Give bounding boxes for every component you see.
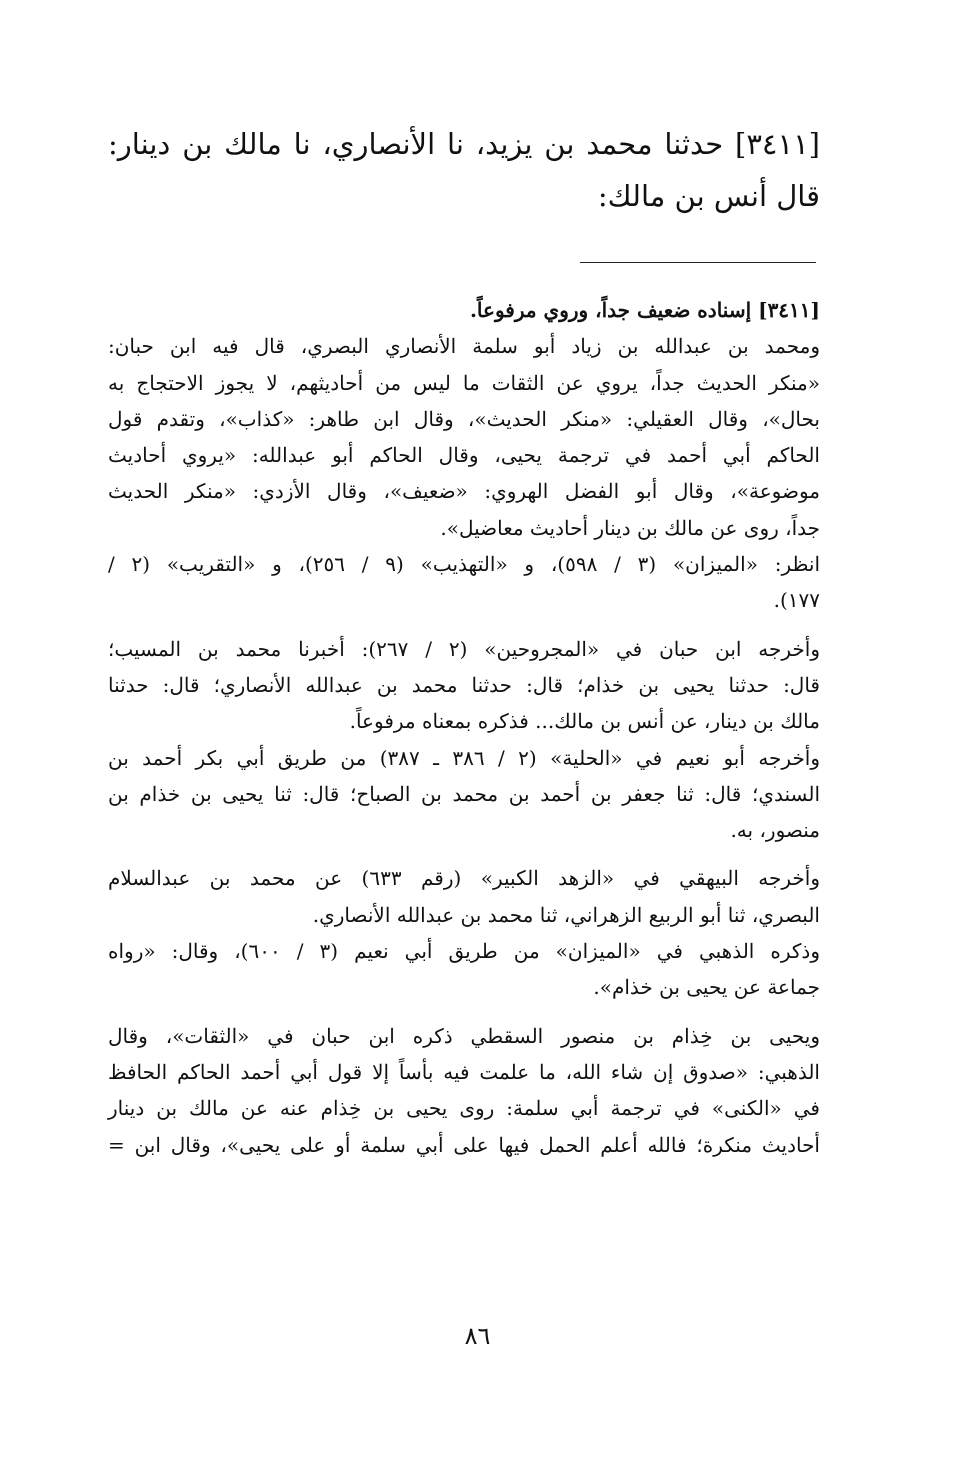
- footnote-line: أحاديث منكرة؛ فالله أعلم الحمل فيها على أبي سلمة أو على يحيى»، وقال ابن =: [108, 1132, 820, 1157]
- footnote-line: بحال»، وقال العقيلي: «منكر الحديث»، وقال ابن طاهر: «كذاب»، وتقدم قول: [108, 406, 820, 431]
- footnote-paragraph: [108, 1018, 820, 1163]
- footnote-line: ١٧٧).: [773, 588, 820, 613]
- footnote-line: البصري، ثنا أبو الربيع الزهراني، ثنا محمد بن عبدالله الأنصاري.: [312, 902, 820, 927]
- paragraph-gap: [108, 848, 820, 860]
- footnote-line: مالك بن دينار، عن أنس بن مالك... فذكره بمعناه مرفوعاً.: [349, 709, 820, 734]
- paragraph-gap: [108, 619, 820, 631]
- footnote-line: في «الكنى» في ترجمة أبي سلمة: روى يحيى بن خِذام عنه عن مالك بن دينار: [108, 1096, 820, 1121]
- footnote-paragraph: [108, 740, 820, 849]
- footnote-line: موضوعة»، وقال أبو الفضل الهروي: «ضعيف»، وقال الأزدي: «منكر الحديث: [108, 479, 820, 504]
- hadith-text: [108, 118, 820, 222]
- footnote-paragraph: [108, 631, 820, 740]
- footnotes: [108, 292, 820, 1163]
- footnote-line: وذكره الذهبي في «الميزان» من طريق أبي نعيم (٣ / ٦٠٠)، وقال: «رواه: [108, 939, 820, 964]
- page-number: ٨٦: [464, 1322, 491, 1350]
- footnote-line: قال: حدثنا يحيى بن خذام؛ قال: حدثنا محمد بن عبدالله الأنصاري؛ قال: حدثنا: [108, 672, 820, 697]
- footnote-line: ويحيى بن خِذام بن منصور السقطي ذكره ابن حبان في «الثقات»، وقال: [108, 1023, 820, 1048]
- footnote-line: السندي؛ قال: ثنا جعفر بن أحمد بن محمد بن الصباح؛ قال: ثنا يحيى بن خذام بن: [108, 781, 820, 806]
- hadith-line: [٣٤١١] حدثنا محمد بن يزيد، نا الأنصاري، نا مالك بن دينار:: [108, 127, 820, 161]
- footnote-line: الذهبي: «صدوق إن شاء الله، ما علمت فيه بأساً إلا قول أبي أحمد الحاكم الحافظ: [108, 1059, 820, 1084]
- footnote-line: جماعة عن يحيى بن خذام».: [593, 975, 820, 1000]
- footnote-paragraph: [108, 328, 820, 546]
- footnote-paragraph: [108, 860, 820, 933]
- footnote-line: جداً، روى عن مالك بن دينار أحاديث معاضيل».: [440, 515, 820, 540]
- footnote-line: الحاكم أبي أحمد في ترجمة يحيى، وقال الحاكم أبو عبدالله: «يروي أحاديث: [108, 443, 820, 468]
- footnote-line: «منكر الحديث جداً، يروي عن الثقات ما ليس من أحاديثهم، لا يجوز الاحتجاج به: [108, 370, 820, 395]
- paragraph-gap: [108, 1006, 820, 1018]
- hadith-line: قال أنس بن مالك:: [597, 179, 820, 213]
- footnote-paragraph: [108, 933, 820, 1006]
- footnote-line: وأخرجه أبو نعيم في «الحلية» (٢ / ٣٨٦ ـ ٣٨٧) من طريق أبي بكر أحمد بن: [108, 745, 821, 770]
- footnote-paragraph: [108, 546, 820, 619]
- footnote-heading: [٣٤١١] إسناده ضعيف جداً، وروي مرفوعاً.: [469, 298, 820, 322]
- footnote-line: منصور، به.: [730, 818, 820, 843]
- footnote-divider: [580, 262, 816, 263]
- footnote-line: ومحمد بن عبدالله بن زياد أبو سلمة الأنصاري البصري، قال فيه ابن حبان:: [108, 334, 820, 359]
- footnote-line: وأخرجه ابن حبان في «المجروحين» (٢ / ٢٦٧): أخبرنا محمد بن المسيب؛: [108, 636, 820, 661]
- footnote-line: وأخرجه البيهقي في «الزهد الكبير» (رقم ٦٣٣) عن محمد بن عبدالسلام: [108, 866, 821, 891]
- footnote-line: انظر: «الميزان» (٣ / ٥٩٨)، و «التهذيب» (٩ / ٢٥٦)، و «التقريب» (٢ /: [108, 552, 821, 577]
